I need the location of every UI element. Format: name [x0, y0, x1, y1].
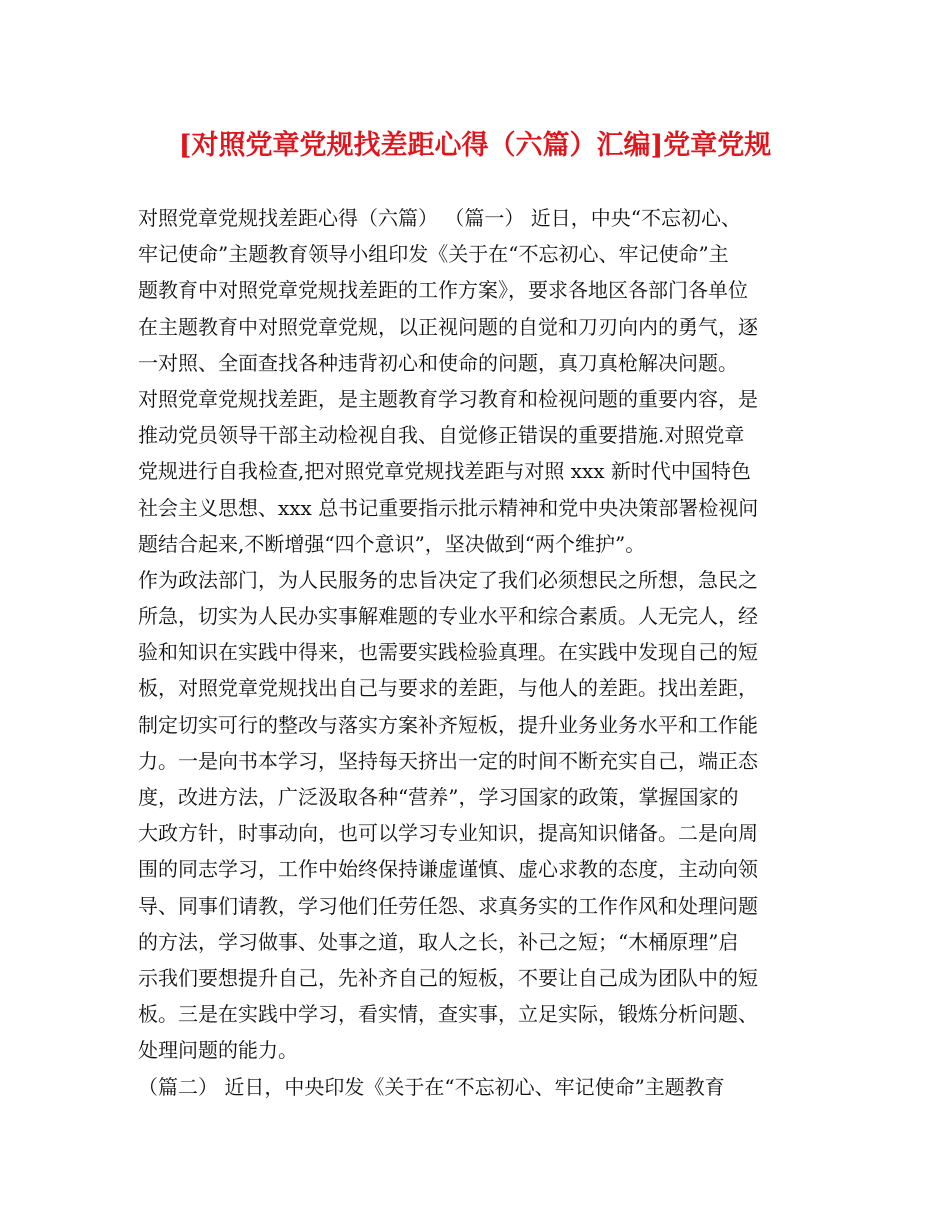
body-line: 一对照、全面查找各种违背初心和使命的问题，真刀真枪解决问题。: [138, 350, 738, 375]
body-line: 对照党章党规找差距心得（六篇） （篇一） 近日，中央“不忘初心、: [138, 206, 741, 230]
body-line: 板，对照党章党规找出自己与要求的差距，与他人的差距。找出差距，: [138, 676, 758, 701]
body-line: 题教育中对照党章党规找差距的工作方案》，要求各地区各部门各单位: [138, 278, 748, 303]
document-title: [对照党章党规找差距心得（六篇）汇编]党章党规: [178, 130, 772, 161]
body-line: 的方法，学习做事、处事之道，取人之长，补己之短；“木桶原理”启: [138, 929, 739, 954]
body-line: 党规进行自我检查,把对照党章党规找差距与对照 xxx 新时代中国特色: [138, 459, 751, 484]
body-line: 所急，切实为人民办实事解难题的专业水平和综合素质。人无完人，经: [138, 604, 758, 629]
body-line: 导、同事们请教，学习他们任劳任怨、求真务实的工作作风和处理问题: [138, 893, 758, 918]
body-line: 对照党章党规找差距，是主题教育学习教育和检视问题的重要内容，是: [138, 386, 758, 411]
body-line: 度，改进方法，广泛汲取各种“营养”，学习国家的政策，掌握国家的: [138, 785, 739, 809]
body-line: 围的同志学习，工作中始终保持谦虚谨慎、虚心求教的态度，主动向领: [138, 857, 758, 882]
body-line: 题结合起来,不断增强“四个意识”，坚决做到“两个维护”。: [138, 531, 646, 556]
body-line: 大政方针，时事动向，也可以学习专业知识，提高知识储备。二是向周: [138, 821, 758, 846]
body-line: （篇二） 近日，中央印发《关于在“不忘初心、牢记使命”主题教育: [138, 1074, 725, 1099]
body-line: 作为政法部门，为人民服务的忠旨决定了我们必须想民之所想，急民之: [138, 567, 758, 592]
body-line: 示我们要想提升自己，先补齐自己的短板，不要让自己成为团队中的短: [138, 965, 758, 990]
body-line: 推动党员领导干部主动检视自我、自觉修正错误的重要措施.对照党章: [138, 423, 745, 448]
body-line: 力。一是向书本学习，坚持每天挤出一定的时间不断充实自己，端正态: [138, 748, 758, 773]
body-line: 牢记使命”主题教育领导小组印发《关于在“不忘初心、牢记使命”主: [138, 242, 729, 267]
document-body: [138, 200, 818, 1105]
body-line: 板。三是在实践中学习，看实情，查实事，立足实际，锻炼分析问题、: [138, 1002, 758, 1027]
body-line: 在主题教育中对照党章党规，以正视问题的自觉和刀刃向内的勇气，逐: [138, 314, 758, 339]
body-line: 处理问题的能力。: [138, 1038, 298, 1063]
body-line: 社会主义思想、xxx 总书记重要指示批示精神和党中央决策部署检视问: [138, 495, 759, 520]
body-line: 验和知识在实践中得来，也需要实践检验真理。在实践中发现自己的短: [138, 640, 758, 665]
body-line: 制定切实可行的整改与落实方案补齐短板，提升业务业务水平和工作能: [138, 712, 758, 737]
